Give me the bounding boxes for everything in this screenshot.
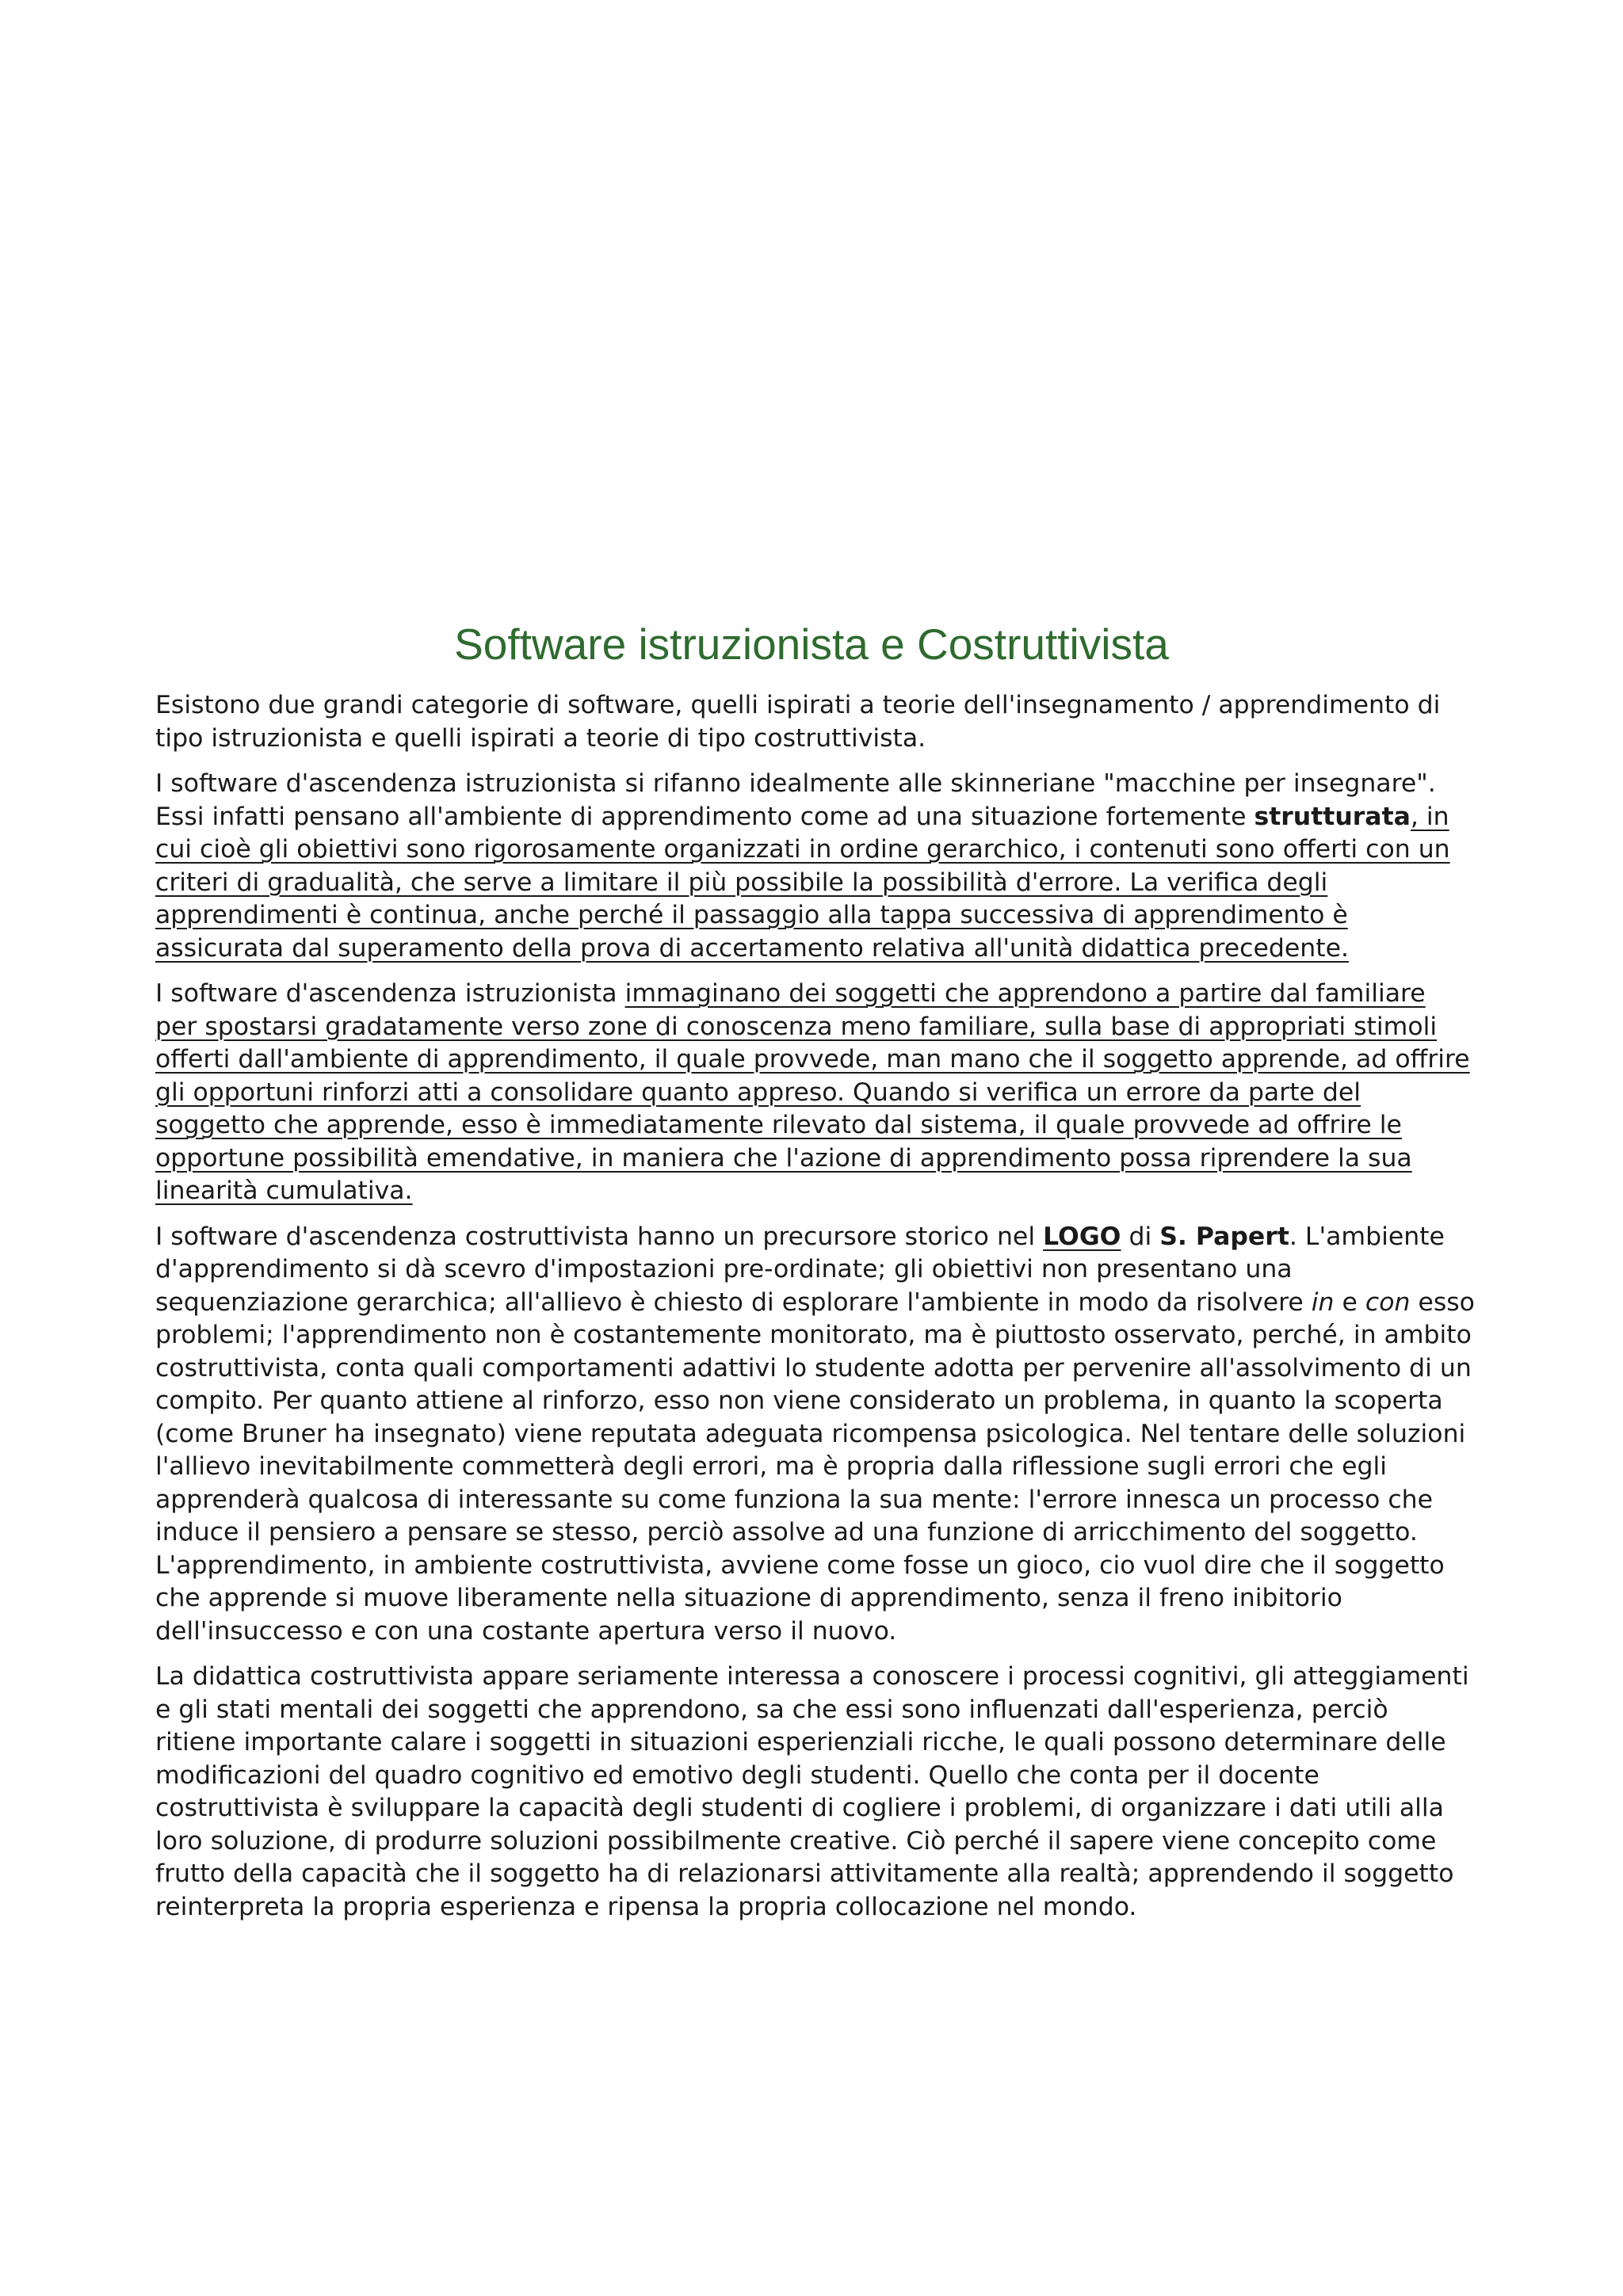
author-name: S. Papert [1159,1222,1289,1251]
document-body [155,689,1475,1936]
paragraph-text: I software d'ascendenza istruzionista [155,979,625,1008]
italic-word-in: in [1311,1287,1335,1317]
paragraph-text: I software d'ascendenza istruzionista si rifanno idealmente alle skinneriane "macchine per insegnare". Essi infatti pensano all'ambiente di apprendimento come ad una situazione fortemente [155,769,1436,831]
paragraph-costruttivista-2: La didattica costruttivista appare seriamente interessa a conoscere i processi cognitivi, gli atteggiamenti e gli stati mentali dei soggetti che apprendono, sa che essi sono influenzati dall'esperienza, perciò ritiene importante calare i soggetti in situazioni esperienziali ricche, le quali possono determinare delle modificazioni del quadro cognitivo ed emotivo degli studenti. Quello che conta per il docente costruttivista è sviluppare la capacità degli studenti di cogliere i problemi, di organizzare i dati utili alla loro soluzione, di produrre soluzioni possibilmente creative. Ciò perché il sapere viene concepito come frutto della capacità che il soggetto ha di relazionarsi attivitamente alla realtà; apprendendo il soggetto reinterpreta la propria esperienza e ripensa la propria collocazione nel mondo. [155,1662,1469,1921]
paragraph-text: di [1121,1222,1160,1251]
paragraph-istruzionista-1 [155,768,1475,965]
paragraph-istruzionista-2 [155,978,1475,1208]
paragraph-text: e [1334,1287,1365,1317]
logo-link[interactable]: LOGO [1043,1222,1121,1251]
paragraph-text: esso problemi; l'apprendimento non è costantemente monitorato, ma è piuttosto osservato, perché, in ambito costruttivista, conta quali comportamenti adattivi lo studente adotta per pervenire all'assolvimento di un compito. Per quanto attiene al rinforzo, esso non viene considerato un problema, in quanto la scoperta (come Bruner ha insegnato) viene reputata adeguata ricompensa psicologica. Nel tentare delle soluzioni l'allievo inevitabilmente commetterà degli errori, ma è propria dalla riflessione sugli errori che egli apprenderà qualcosa di interessante su come funziona la sua mente: l'errore innesca un processo che induce il pensiero a pensare se stesso, perciò assolve ad una funzione di arricchimento del soggetto. L'apprendimento, in ambiente costruttivista, avviene come fosse un gioco, cio vuol dire che il soggetto che apprende si muove liberamente nella situazione di apprendimento, senza il freno inibitorio dell'insuccesso e con una costante apertura verso il nuovo. [155,1287,1475,1646]
underlined-text: immaginano dei soggetti che apprendono a partire dal familiare per spostarsi gradatamente verso zone di conoscenza meno familiare, sulla base di appropriati stimoli offerti dall'ambiente di apprendimento, il quale provvede, man mano che il soggetto apprende, ad offrire gli opportuni rinforzi atti a consolidare quanto appreso. Quando si verifica un errore da parte del soggetto che apprende, esso è immediatamente rilevato dal sistema, il quale provvede ad offrire le opportune possibilità emendative, in maniera che l'azione di apprendimento possa riprendere la sua linearità cumulativa. [155,979,1470,1205]
paragraph-intro: Esistono due grandi categorie di software, quelli ispirati a teorie dell'insegnamento / apprendimento di tipo istruzionista e quelli ispirati a teorie di tipo costruttivista. [155,691,1441,753]
underlined-text: , in cui cioè gli obiettivi sono rigorosamente organizzati in ordine gerarchico, i contenuti sono offerti con un criteri di gradualità, che serve a limitare il più possibile la possibilità d'errore. La verifica degli apprendimenti è continua, anche perché il passaggio alla tappa successiva di apprendimento è assicurata dal superamento della prova di accertamento relativa all'unità didattica precedente. [155,802,1450,963]
paragraph-text: I software d'ascendenza costruttivista hanno un precursore storico nel [155,1222,1044,1251]
bold-term-strutturata: strutturata [1254,802,1411,831]
paragraph-costruttivista-1 [155,1221,1475,1649]
paragraph-text: . L'ambiente d'apprendimento si dà scevro d'impostazioni pre-ordinate; gli obiettivi non presentano una sequenziazione gerarchica; all'allievo è chiesto di esplorare l'ambiente in modo da risolvere [155,1222,1445,1317]
page-title: Software istruzionista e Costruttivista [454,620,1169,669]
italic-word-con: con [1365,1287,1411,1317]
